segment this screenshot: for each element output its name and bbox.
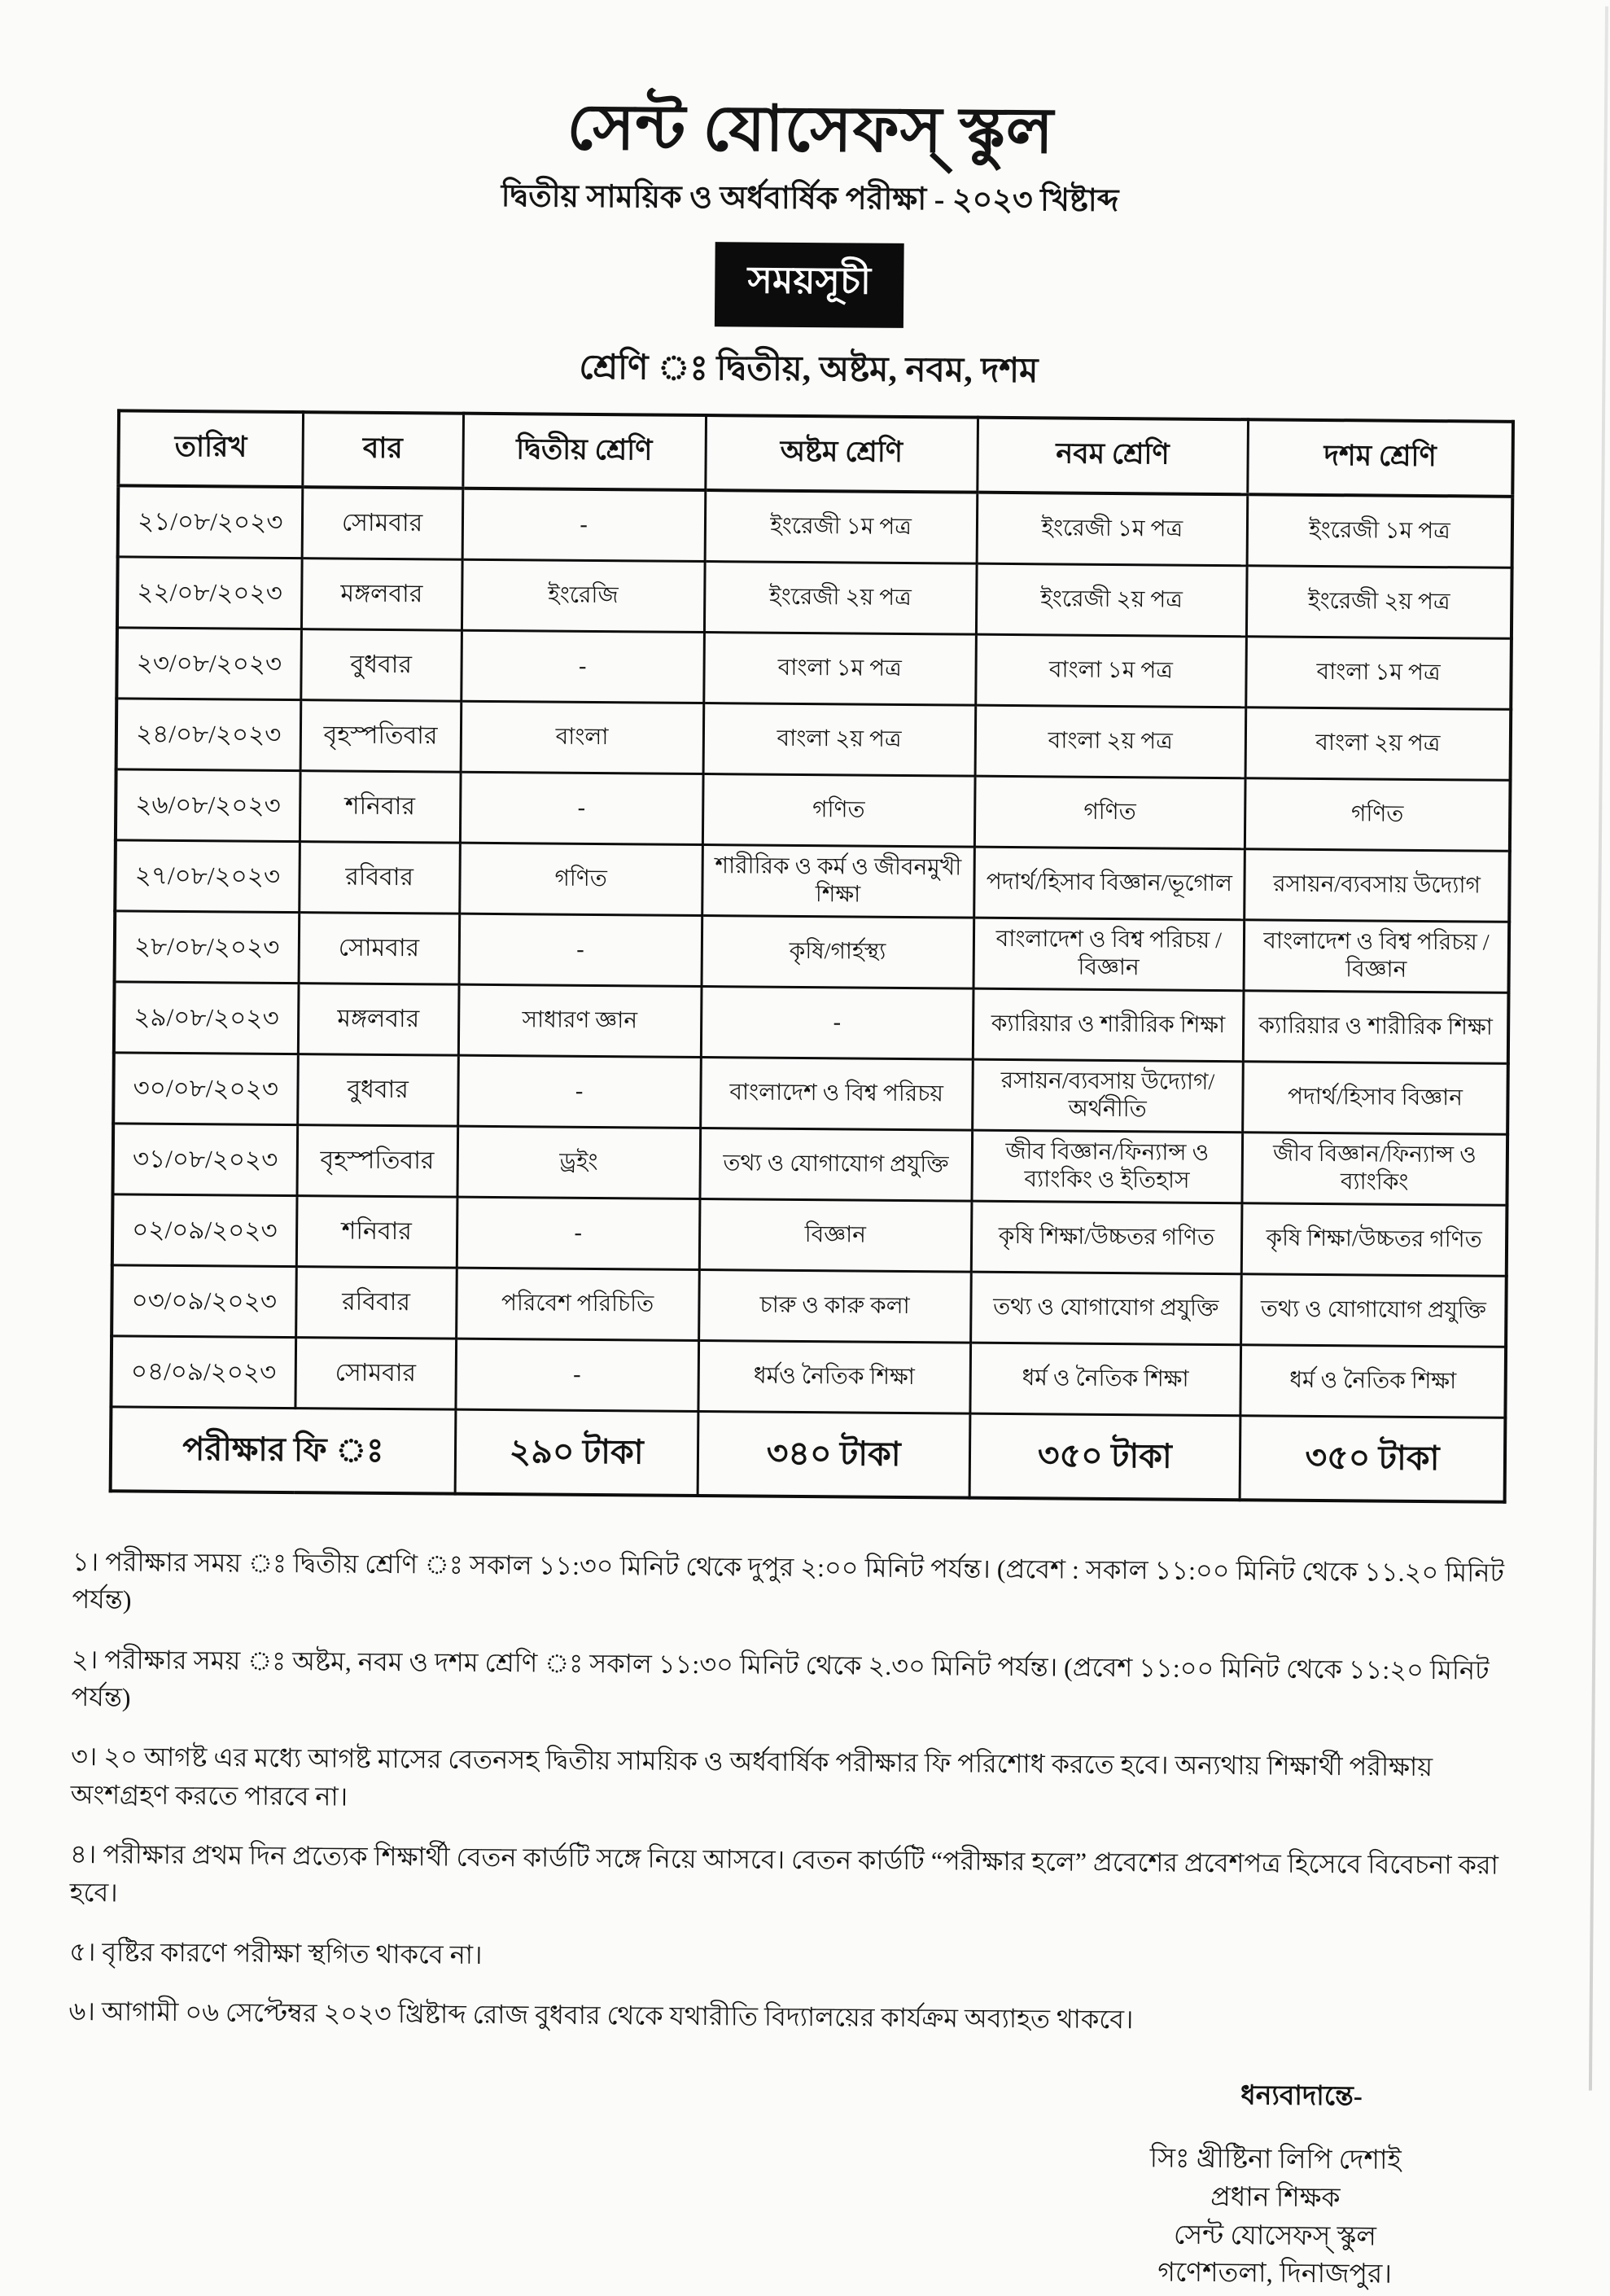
table-row xyxy=(116,628,1512,709)
day-cell: বুধবার xyxy=(300,629,462,702)
subject-cell: ধর্ম ও নৈতিক শিক্ষা xyxy=(970,1343,1241,1416)
table-row xyxy=(114,982,1509,1063)
day-cell: মঙ্গলবার xyxy=(301,559,462,631)
subject-cell: ইংরেজী ২য় পত্র xyxy=(1246,566,1512,639)
col-header-class2: দ্বিতীয় শ্রেণি xyxy=(462,414,706,490)
day-cell: সোমবার xyxy=(302,487,463,559)
exam-title: দ্বিতীয় সাময়িক ও অর্ধবার্ষিক পরীক্ষা - ২০২৩ খিষ্টাব্দ xyxy=(501,178,1119,218)
subject-cell: - xyxy=(457,1055,701,1128)
table-row xyxy=(117,557,1512,638)
subject-cell: বাংলাদেশ ও বিশ্ব পরিচয় /বিজ্ঞান xyxy=(973,918,1245,991)
note-item: ৪। পরীক্ষার প্রথম দিন প্রত্যেক শিক্ষার্থী বেতন কার্ডটি সঙ্গে নিয়ে আসবে। বেতন কার্ডটি “পরীক্ষার হলে” প্রবেশের প্রবেশপত্র হিসেবে বিবেচনা করা হবে। xyxy=(69,1839,1498,1908)
subject-cell: - xyxy=(456,1339,699,1411)
subject-cell: - xyxy=(701,986,973,1059)
date-cell: ৩১/০৮/২০২৩ xyxy=(112,1124,297,1196)
note-item: ৬। আগামী ০৬ সেপ্টেম্বর ২০২৩ খ্রিষ্টাব্দ রোজ বুধবার থেকে যথারীতি বিদ্যালয়ের কার্যক্রম অব্যাহত থাকবে। xyxy=(68,1996,1134,2035)
date-cell: ০২/০৯/২০২৩ xyxy=(112,1194,297,1267)
day-cell: রবিবার xyxy=(299,842,460,914)
subject-cell: পদার্থ/হিসাব বিজ্ঞান/ভূগোল xyxy=(973,847,1245,920)
schedule-label-badge: সময়সূচী xyxy=(715,242,903,328)
subject-cell: ক্যারিয়ার ও শারীরিক শিক্ষা xyxy=(973,988,1244,1062)
note-item: ১। পরীক্ষার সময় ঃ দ্বিতীয় শ্রেণি ঃ সকাল ১১:৩০ মিনিট থেকে দুপুর ২:০০ মিনিট পর্যন্ত। (প্রবেশ : সকাল ১১:০০ মিনিট থেকে ১১.২০ মিনিট পর্যন্ত) xyxy=(72,1546,1505,1615)
col-header-class9: নবম শ্রেণি xyxy=(977,418,1248,495)
classes-line: শ্রেণি ঃ দ্বিতীয়, অষ্টম, নবম, দশম xyxy=(579,348,1039,391)
fee-row xyxy=(111,1407,1506,1502)
signatory-name: সিঃ খ্রীষ্টিনা লিপি দেশাই xyxy=(1149,2144,1402,2176)
table-row xyxy=(113,1053,1508,1134)
subject-cell: তথ্য ও যোগাযোগ প্রযুক্তি xyxy=(700,1128,973,1201)
subject-cell: - xyxy=(460,772,703,844)
subject-cell: ধর্মও নৈতিক শিক্ষা xyxy=(698,1340,971,1413)
subject-cell: বিজ্ঞান xyxy=(699,1198,972,1272)
subject-cell: ইংরেজি xyxy=(462,559,705,632)
date-cell: ৩০/০৮/২০২৩ xyxy=(113,1053,298,1125)
signatory-title: প্রধান শিক্ষক xyxy=(1210,2182,1341,2213)
col-header-class8: অষ্টম শ্রেণি xyxy=(705,415,978,493)
subject-cell: জীব বিজ্ঞান/ফিন্যান্স ও ব্যাংকিং ও ইতিহাস xyxy=(972,1130,1243,1203)
note-item: ৩। ২০ আগষ্ট এর মধ্যে আগষ্ট মাসের বেতনসহ দ্বিতীয় সাময়িক ও অর্ধবার্ষিক পরীক্ষার ফি পরিশোধ করতে হবে। অন্যথায় শিক্ষার্থী পরীক্ষায় অংশগ্রহণ করতে পারবে না। xyxy=(70,1742,1433,1812)
subject-cell: ইংরেজী ১ম পত্র xyxy=(1247,494,1512,567)
day-cell: বৃহস্পতিবার xyxy=(300,700,462,773)
fee-value: ৩৪০ টাকা xyxy=(698,1411,970,1497)
date-cell: ২১/০৮/২০২৩ xyxy=(118,485,303,558)
subject-cell: কৃষি শিক্ষা/উচ্চতর গণিত xyxy=(971,1201,1242,1274)
subject-cell: - xyxy=(457,1197,700,1269)
table-row xyxy=(115,911,1510,992)
date-cell: ২৮/০৮/২০২৩ xyxy=(115,911,300,984)
date-cell: ২৭/০৮/২০২৩ xyxy=(115,840,300,913)
date-cell: ২২/০৮/২০২৩ xyxy=(117,557,302,629)
subject-cell: গণিত xyxy=(702,773,975,847)
subject-cell: গণিত xyxy=(1245,778,1510,852)
day-cell: বুধবার xyxy=(297,1054,458,1127)
subject-cell: বাংলা ২য় পত্র xyxy=(703,703,976,776)
subject-cell: কৃষি/গার্হস্থ্য xyxy=(702,915,974,988)
thanks-line: ধন্যবাদান্তে- xyxy=(1240,2081,1363,2112)
day-cell: সোমবার xyxy=(295,1337,457,1409)
subject-cell: পরিবেশ পরিচিতি xyxy=(456,1268,699,1340)
subject-cell: ইংরেজী ১ম পত্র xyxy=(705,490,978,563)
subject-cell: বাংলা ১ম পত্র xyxy=(703,632,976,705)
notes-section xyxy=(68,1543,1526,2042)
date-cell: ২৩/০৮/২০২৩ xyxy=(116,628,301,700)
date-cell: ২৪/০৮/২০২৩ xyxy=(116,699,301,771)
subject-cell: চারু ও কারু কলা xyxy=(698,1269,971,1343)
table-row xyxy=(111,1336,1506,1417)
signatory-address: গণেশতলা, দিনাজপুর। xyxy=(1157,2258,1393,2290)
subject-cell: বাংলা ১ম পত্র xyxy=(975,634,1246,708)
subject-cell: ড্রইং xyxy=(457,1126,701,1198)
subject-cell: জীব বিজ্ঞান/ফিন্যান্স ও ব্যাংকিং xyxy=(1242,1133,1507,1206)
subject-cell: - xyxy=(462,489,706,562)
col-header-class10: দশম শ্রেণি xyxy=(1248,419,1513,497)
day-cell: বৃহস্পতিবার xyxy=(297,1125,458,1198)
subject-cell: বাংলাদেশ ও বিশ্ব পরিচয় /বিজ্ঞান xyxy=(1244,920,1509,993)
school-name: সেন্ট যোসেফস্ স্কুল xyxy=(567,91,1055,167)
subject-cell: রসায়ন/ব্যবসায় উদ্যোগ/অর্থনীতি xyxy=(972,1059,1243,1133)
subject-cell: ক্যারিয়ার ও শারীরিক শিক্ষা xyxy=(1243,991,1508,1064)
fee-value: ২৯০ টাকা xyxy=(455,1409,698,1496)
day-cell: শনিবার xyxy=(296,1196,457,1268)
table-row xyxy=(118,485,1513,567)
subject-cell: বাংলা ১ম পত্র xyxy=(1246,637,1512,710)
table-row xyxy=(116,699,1512,780)
subject-cell: ইংরেজী ১ম পত্র xyxy=(977,493,1248,566)
subject-cell: গণিত xyxy=(974,776,1245,849)
subject-cell: ধর্ম ও নৈতিক শিক্ষা xyxy=(1240,1345,1506,1418)
table-row xyxy=(112,1194,1507,1276)
subject-cell: বাংলা ২য় পত্র xyxy=(975,705,1246,778)
date-cell: ০৪/০৯/২০২৩ xyxy=(111,1336,295,1409)
day-cell: শনিবার xyxy=(300,771,461,843)
subject-cell: পদার্থ/হিসাব বিজ্ঞান xyxy=(1243,1062,1508,1135)
day-cell: মঙ্গলবার xyxy=(298,984,459,1056)
subject-cell: বাংলাদেশ ও বিশ্ব পরিচয় xyxy=(700,1057,973,1130)
col-header-day: বার xyxy=(302,412,463,489)
subject-cell: বাংলা ২য় পত্র xyxy=(1245,708,1511,781)
subject-cell: সাধারণ জ্ঞান xyxy=(458,984,702,1057)
signatory-school: সেন্ট যোসেফস্ স্কুল xyxy=(1173,2220,1377,2252)
table-header-row xyxy=(118,410,1513,496)
date-cell: ২৯/০৮/২০২৩ xyxy=(114,982,299,1054)
fee-value: ৩৫০ টাকা xyxy=(969,1413,1240,1500)
col-header-date: তারিখ xyxy=(118,410,303,487)
day-cell: সোমবার xyxy=(299,913,460,985)
fee-label: পরীক্ষার ফি ঃ xyxy=(111,1407,456,1494)
date-cell: ০৩/০৯/২০২৩ xyxy=(112,1265,296,1338)
exam-schedule-table xyxy=(109,409,1515,1503)
subject-cell: কৃষি শিক্ষা/উচ্চতর গণিত xyxy=(1241,1203,1507,1277)
subject-cell: রসায়ন/ব্যবসায় উদ্যোগ xyxy=(1245,849,1510,922)
subject-cell: শারীরিক ও কর্ম ও জীবনমুখী শিক্ষা xyxy=(702,844,974,918)
subject-cell: ইংরেজী ২য় পত্র xyxy=(704,561,977,634)
table-row xyxy=(112,1265,1507,1347)
table-row xyxy=(112,1124,1507,1205)
date-cell: ২৬/০৮/২০২৩ xyxy=(116,769,300,842)
subject-cell: তথ্য ও যোগাযোগ প্রযুক্তি xyxy=(970,1272,1241,1345)
subject-cell: তথ্য ও যোগাযোগ প্রযুক্তি xyxy=(1241,1274,1507,1347)
fee-value: ৩৫০ টাকা xyxy=(1240,1416,1505,1502)
subject-cell: ইংরেজী ২য় পত্র xyxy=(976,563,1247,637)
subject-cell: - xyxy=(459,914,702,986)
note-item: ২। পরীক্ষার সময় ঃ অষ্টম, নবম ও দশম শ্রেণি ঃ সকাল ১১:৩০ মিনিট থেকে ২.৩০ মিনিট পর্যন্ত। (প্রবেশ ১১:০০ মিনিট থেকে ১১:২০ মিনিট পর্যন্ত) xyxy=(71,1644,1490,1712)
note-item: ৫। বৃষ্টির কারণে পরীক্ষা স্থগিত থাকবে না। xyxy=(69,1936,483,1970)
document-header xyxy=(3,0,1610,406)
table-row xyxy=(116,769,1511,851)
day-cell: রবিবার xyxy=(295,1266,457,1339)
subject-cell: গণিত xyxy=(459,843,702,915)
subject-cell: বাংলা xyxy=(461,701,704,773)
table-row xyxy=(115,840,1510,922)
subject-cell: - xyxy=(461,630,704,703)
signature-block xyxy=(1079,2140,1471,2295)
